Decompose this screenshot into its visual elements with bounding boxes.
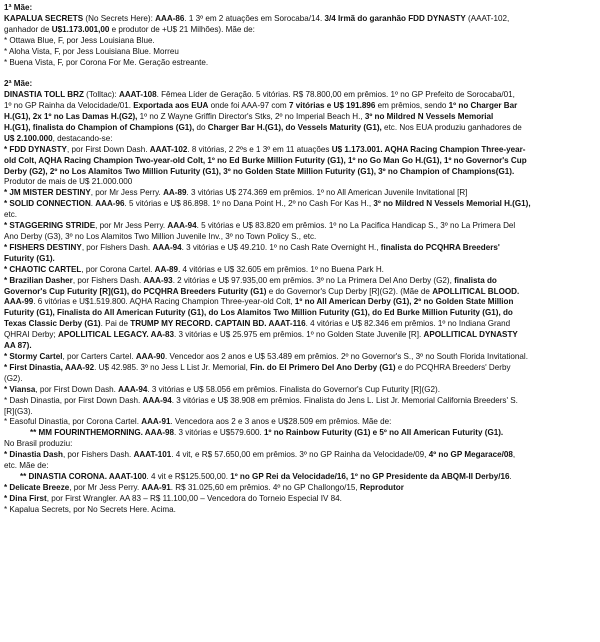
bold-text: 1º no Rainbow Futurity (G1) e 5º no All American Futurity (G1). — [264, 428, 504, 438]
text-run: . Pai de — [100, 319, 131, 329]
text-run: . 8 vitórias, 2 2ºs e 1 3º em 11 atuações — [187, 144, 332, 154]
bold-text: 7 vitórias e U$ 191.896 — [288, 101, 376, 111]
bold-text: APOLLITICAL DYNASTY — [423, 330, 518, 340]
bold-text: U$1.173.001,00 — [51, 24, 110, 34]
text-run: [R](G3). — [4, 406, 33, 416]
bold-text: DINASTIA TOLL BRZ — [4, 90, 84, 100]
text-run: 1º no GP Rainha da Velocidade/01. — [4, 101, 134, 111]
text-run: etc. Nos EUA produziu ganhadores de — [381, 122, 522, 132]
text-run: . — [509, 471, 512, 481]
bold-text: 3º no Mildred N Vessels Memorial H.(G1), — [373, 199, 531, 209]
text-run: * Easoful Dinastia, por Corona Cartel. — [4, 417, 142, 427]
text-run: , por First Down Dash. — [66, 144, 150, 154]
text-run: 1º no Z Wayne Griffin Director's Stks, 2º no Imperial Beach H., — [137, 112, 365, 122]
text-run: * Dash Dinastia, por First Down Dash. — [4, 395, 143, 405]
text-line — [4, 287, 594, 298]
text-line — [4, 330, 594, 341]
bold-text: * First Dinastia, AAA-92 — [4, 362, 95, 372]
text-run: * Kapalua Secrets, por No Secrets Here. Acima. — [4, 504, 176, 514]
text-run: , por Carters Cartel. — [62, 351, 136, 361]
text-run: . 3 vitórias e U$ 58.056 em prêmios. Finalista do Governor's Cup Futurity [R](G2). — [147, 384, 440, 394]
text-line — [4, 428, 594, 439]
text-line — [4, 494, 594, 505]
text-line — [4, 505, 594, 516]
text-run: . 4 vitórias e U$ 82.346 em prêmios. 1º no Indiana Grand — [305, 319, 511, 329]
text-run: , por Mr Jess Perry. — [90, 188, 164, 198]
bold-text: AAAT-102 — [149, 144, 188, 154]
text-line — [4, 156, 594, 167]
text-run: , por Corona Cartel. — [81, 264, 155, 274]
text-line — [4, 134, 594, 145]
text-run: . U$ 42.985. 3º no Jess L List Jr. Memorial, — [94, 362, 251, 372]
text-run: onde foi AAA-97 com — [208, 101, 289, 111]
text-run: . 4 vitórias e U$ 32.605 em prêmios. 1º no Buena Park H. — [178, 264, 384, 274]
text-line — [4, 47, 594, 58]
bold-text: Futurity (G1). — [4, 253, 55, 263]
text-line — [4, 199, 594, 210]
bold-text: AA-89 — [163, 188, 187, 198]
bold-text: 1º no Charger Bar — [448, 101, 518, 111]
text-run: . — [90, 199, 96, 209]
text-run: , por First Wrangler. AA 83 – R$ 11.100,00 – Vencedora do Torneio Especial IV 84. — [46, 493, 342, 503]
text-run: . Vencedor aos 2 anos e U$ 53.489 em prêmios. 2º no Governor's S., 3º no South Florida Invitational. — [165, 351, 528, 361]
text-run: . 4 vit, e R$ 57.650,00 em prêmios. 3º no GP Rainha da Velocidade/09, — [171, 450, 429, 460]
text-run: , por Fishers Dash. — [81, 242, 153, 252]
text-run: No Brasil produziu: — [4, 439, 73, 449]
text-run: em prêmios, sendo — [375, 101, 449, 111]
bold-text: finalista do PCQHRA Breeders' — [380, 242, 500, 252]
text-run: Produtor de mais de U$ 21.000.000 — [4, 177, 133, 187]
bold-text: * SOLID CONNECTION — [4, 199, 91, 209]
bold-text: AAA-96 — [95, 199, 125, 209]
bold-text: * Dina First — [4, 493, 47, 503]
text-run: Ano Derby (G3), 3º no Los Alamitos Two Million Juvenile Inv., 3º no Town Policy S., etc. — [4, 232, 317, 242]
text-run: , por Mr Jess Perry. — [69, 482, 142, 492]
text-run: etc. — [4, 210, 18, 220]
text-line — [4, 319, 594, 330]
text-line — [4, 14, 594, 25]
text-run: . 6 vitórias e U$1.519.800. AQHA Racing Champion Three-year-old Colt, — [33, 297, 295, 307]
bold-text: APOLLITICAL BLOOD. — [432, 286, 520, 296]
text-line — [4, 407, 594, 418]
text-line — [4, 58, 594, 69]
text-run: . 1 3º em 2 atuações em Sorocaba/14. — [184, 13, 325, 23]
bold-text: U$ 1.173.001. AQHA Racing Champion Three-year- — [331, 144, 526, 154]
text-line — [4, 396, 594, 407]
text-run: * Ottawa Blue, F, por Jess Louisiana Blue. — [4, 35, 155, 45]
bold-text: * CHAOTIC CARTEL — [4, 264, 82, 274]
bold-text: Fin. do El Primero Del Ano Derby (G1) — [250, 362, 396, 372]
text-run: (No Secrets Here): — [83, 13, 156, 23]
text-line — [4, 385, 594, 396]
text-line — [4, 232, 594, 243]
text-line — [4, 90, 594, 101]
text-line — [4, 341, 594, 352]
bold-text: 3/4 Irmã do garanhão FDD DYNASTY — [324, 13, 466, 23]
text-line — [4, 461, 594, 472]
text-line — [4, 254, 594, 265]
text-run: , por Fishers Dash. — [62, 450, 134, 460]
bold-text: AAA-94 — [118, 384, 148, 394]
bold-text: * STAGGERING STRIDE — [4, 221, 96, 231]
bold-text: KAPALUA SECRETS — [4, 13, 84, 23]
text-run: . 5 vitórias e U$ 83.820 em prêmios. 1º no La Pacifica Handicap S., 3º no La Primera Del — [196, 221, 516, 231]
text-run: e do PCQHRA Breeders' Derby — [395, 362, 511, 372]
text-line — [4, 363, 594, 374]
text-run: (AAAT-102, — [465, 13, 510, 23]
bold-text: AAA-91 — [141, 417, 171, 427]
bold-text: old Colt, AQHA Racing Champion Two-year-old Colt, 1º no Ed Burke Million Futurity (G1), 1º no Go Man Go H.(G1), 1º no Governor's Cup — [4, 155, 527, 165]
bold-text: AAA-99 — [4, 297, 34, 307]
text-run: do — [194, 122, 208, 132]
text-line — [4, 472, 594, 483]
text-line — [4, 145, 594, 156]
text-run: . 3 vitórias U$ 274.369 em prêmios. 1º no All American Juvenile Invitational [R] — [186, 188, 468, 198]
text-line — [4, 25, 594, 36]
section-title: 2ª Mãe: — [4, 79, 33, 89]
text-run: e do Governor's Cup Derby [R](G2). (Mãe de — [266, 286, 433, 296]
bold-text: Exportada aos EUA — [133, 101, 209, 111]
text-run: , — [512, 450, 516, 460]
bold-text: H.(G1), 2x 1º no Las Damas H.(G2), — [4, 112, 138, 122]
text-line — [4, 374, 594, 385]
text-line — [4, 483, 594, 494]
bold-text: AAA-94 — [152, 242, 182, 252]
bold-text: * Brazilian Dasher — [4, 275, 73, 285]
text-line — [4, 450, 594, 461]
text-run: . 3 vitórias e U$ 38.908 em prêmios. Finalista do Jens L. List Jr. Memorial California Breeders' S. — [171, 395, 518, 405]
section-title: 1ª Mãe: — [4, 3, 33, 12]
bold-text: Charger Bar H.(G1), do Vessels Maturity (G1), — [207, 122, 382, 132]
bold-text: Texas Classic Derby (G1) — [4, 319, 101, 329]
bold-text: Governor's Cup Futurity [R](G1), do PCQHRA Breeders Futurity (G1) — [4, 286, 267, 296]
bold-text: AAAT-108 — [118, 90, 157, 100]
text-line — [4, 101, 594, 112]
bold-text: Futurity (G1), Finalista do All American Futurity (G1), do Los Alamitos Two Million Futurity (G1), do Ed Burke Million Futurity (G1), do — [4, 308, 513, 318]
text-run: , por Fishers Dash. — [72, 275, 144, 285]
bold-text: ** MM FOURINTHEMORNING. AAA-98 — [30, 428, 175, 438]
bold-text: * Viansa — [4, 384, 36, 394]
text-line — [4, 308, 594, 319]
text-run: . R$ 31.025,60 em prêmios. 4º no GP Challongo/15, — [170, 482, 360, 492]
bold-text: AAA-94 — [167, 221, 197, 231]
bold-text: * FISHERS DESTINY — [4, 242, 82, 252]
text-run: * Buena Vista, F, por Corona For Me. Geração estreante. — [4, 57, 209, 67]
text-line — [4, 439, 594, 450]
text-run: . 5 vitórias e U$ 86.898. 1º no Dana Point H., 2º no Cash For Kas H., — [124, 199, 374, 209]
text-run: , por Mr Jess Perry. — [95, 221, 168, 231]
text-run: . Vencedora aos 2 e 3 anos e U$28.509 em prêmios. Mãe de: — [170, 417, 392, 427]
bold-text: APOLLITICAL LEGACY. AA-83 — [57, 330, 175, 340]
text-run: (Tolltac): — [83, 90, 119, 100]
bold-text: * Stormy Cartel — [4, 351, 63, 361]
bold-text: Reprodutor — [359, 482, 404, 492]
text-run: (G2). — [4, 373, 23, 383]
text-run: . 4 vit e R$125.500,00. — [146, 471, 231, 481]
bold-text: U$ 2.100.000 — [4, 133, 53, 143]
text-line — [4, 123, 594, 134]
bold-text: 3º no Mildred N Vessels Memorial — [364, 112, 494, 122]
text-run: e produtor de +U$ 21 Milhões). Mãe de: — [109, 24, 255, 34]
text-run: * Aloha Vista, F, por Jess Louisiana Blue. Morreu — [4, 46, 179, 56]
text-run: . 3 vitórias e U$579.600. — [174, 428, 265, 438]
text-run: . 3 vitórias e U$ 49.210. 1º no Cash Rate Overnight H., — [181, 242, 381, 252]
bold-text: 1º no GP Rei da Velocidade/16, 1º no GP Presidente da ABQM-II Derby/16 — [230, 471, 510, 481]
bold-text: AAAT-101 — [133, 450, 172, 460]
bold-text: H.(G1), finalista do Champion of Champions (G1), — [4, 122, 195, 132]
text-run: ganhador de — [4, 24, 52, 34]
text-run: QHRAI Derby; — [4, 330, 58, 340]
bold-text: AAA-93 — [143, 275, 173, 285]
text-run: , destacando-se: — [52, 133, 113, 143]
bold-text: 4º no GP Megarace/08 — [428, 450, 513, 460]
bold-text: AAA-86 — [155, 13, 185, 23]
text-run: . 3 vitórias e U$ 25.975 em prêmios. 1º no Golden State Juvenile [R]. — [174, 330, 424, 340]
bold-text: AA-89 — [154, 264, 179, 274]
text-line — [4, 177, 594, 188]
text-line — [4, 112, 594, 123]
text-line — [4, 417, 594, 428]
bold-text: AAA-94 — [142, 395, 172, 405]
text-run: . 2 vitórias e U$ 97.935,00 em prêmios. 3º no La Primera Del Ano Derby (G2), — [172, 275, 455, 285]
text-line — [4, 352, 594, 363]
text-line — [4, 297, 594, 308]
bold-text: * JM MISTER DESTINY — [4, 188, 91, 198]
bold-text: TRUMP MY RECORD. CAPTAIN BD. AAAT-116 — [130, 319, 306, 329]
text-line — [4, 210, 594, 221]
text-line — [4, 276, 594, 287]
text-run: etc. Mãe de: — [4, 461, 49, 471]
text-run: . Fêmea Líder de Geração. 5 vitórias. R$ 78.800,00 em prêmios. 1º no GP Prefeito de Sorocaba/01, — [156, 90, 515, 100]
bold-text: AAA-91 — [141, 482, 171, 492]
bold-text: * FDD DYNASTY — [4, 144, 67, 154]
text-line — [4, 167, 594, 178]
bold-text: finalista do — [454, 275, 497, 285]
bold-text: * Dinastia Dash — [4, 450, 63, 460]
bold-text: AA 87). — [4, 341, 32, 351]
section-gap — [4, 68, 594, 79]
text-line — [4, 265, 594, 276]
bold-text: ** DINASTIA CORONA. AAAT-100 — [20, 471, 147, 481]
text-line — [4, 188, 594, 199]
text-line — [4, 221, 594, 232]
bold-text: AAA-90 — [135, 351, 166, 361]
bold-text: 1º no All American Derby (G1), 2º no Golden State Million — [294, 297, 514, 307]
bold-text: Derby (G2), 2º no Los Alamitos Two Million Futurity (G1), 3º no Golden State Million Futurity (G1), 3º no Champion of Champions(G1). — [4, 166, 515, 176]
text-run: , por First Down Dash. — [35, 384, 119, 394]
text-line — [4, 36, 594, 47]
bold-text: * Delicate Breeze — [4, 482, 70, 492]
text-line — [4, 243, 594, 254]
